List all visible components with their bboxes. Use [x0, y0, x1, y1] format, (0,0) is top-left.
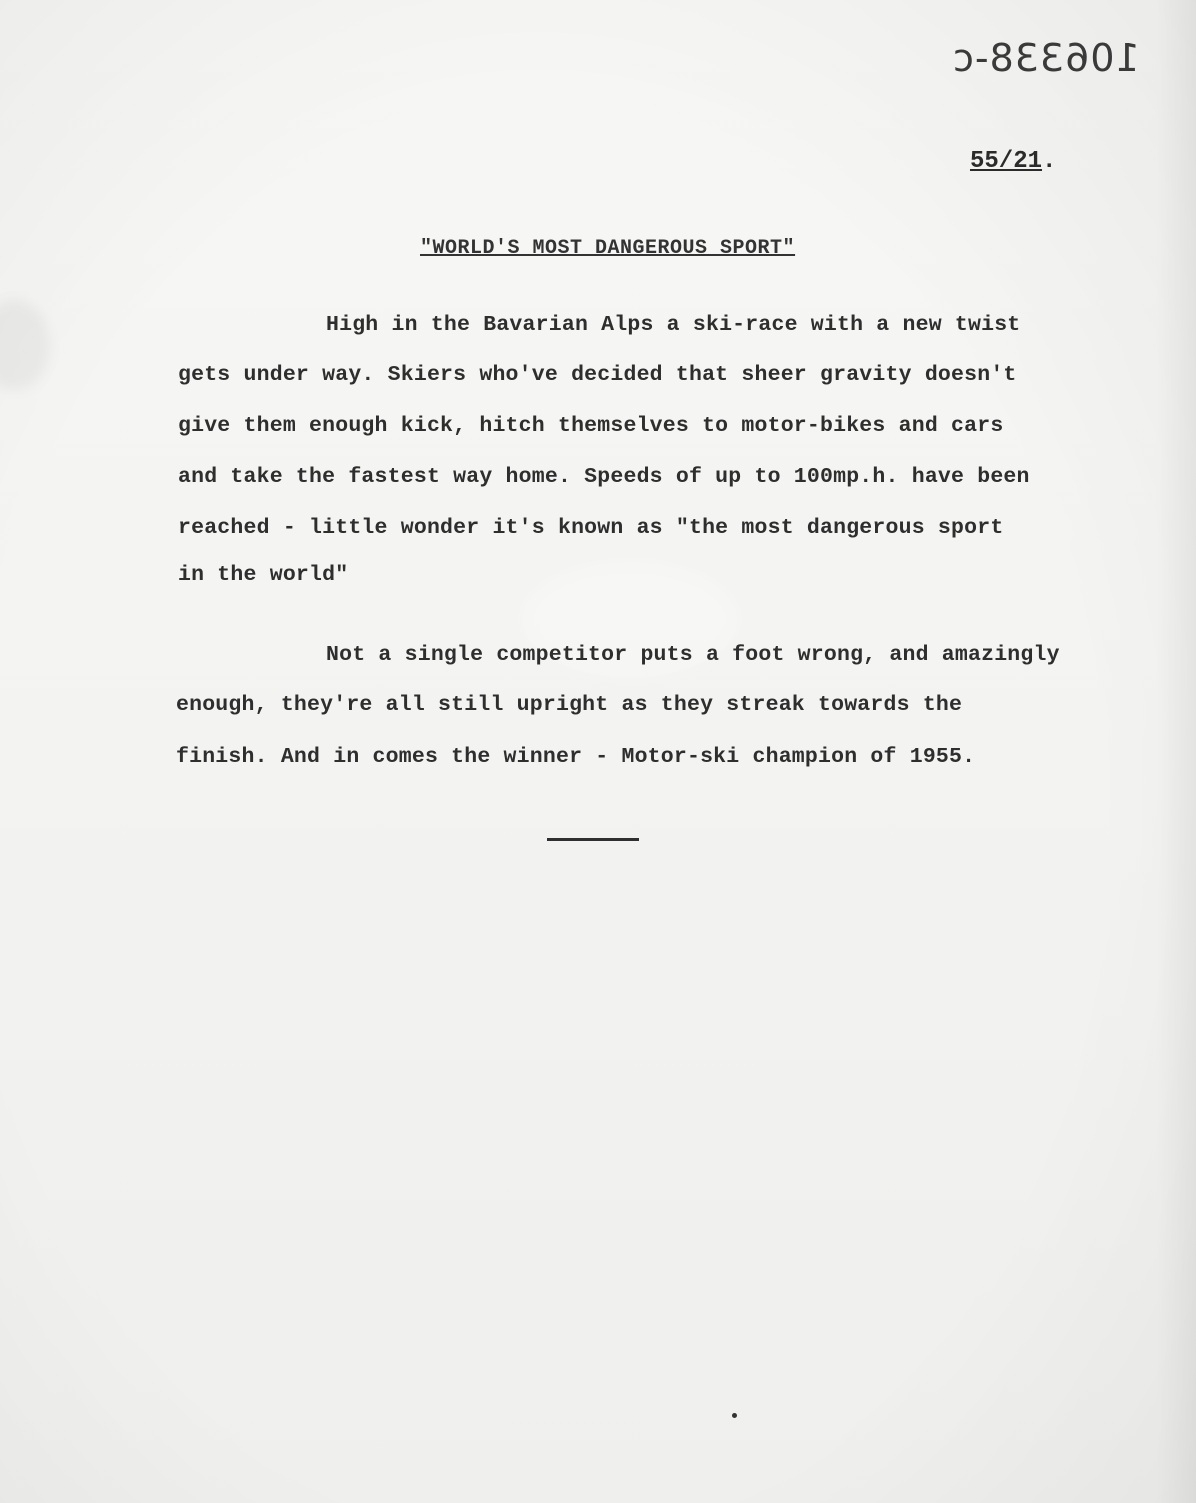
paragraph-1-line: in the world" [178, 563, 349, 587]
paragraph-2-line: enough, they're all still upright as they streak towards the [176, 693, 963, 717]
reference-number [970, 148, 1056, 175]
paragraph-1-line: reached - little wonder it's known as "the most dangerous sport [178, 516, 1004, 540]
paper-smudge [0, 300, 50, 390]
reference-number-text: 55/21 [970, 148, 1043, 175]
paragraph-2-line: finish. And in comes the winner - Motor-ski champion of 1955. [176, 745, 976, 769]
end-rule [547, 838, 639, 841]
reference-number-period: . [1042, 148, 1057, 175]
ink-dot [732, 1413, 737, 1418]
paragraph-2-line: Not a single competitor puts a foot wrong, and amazingly [326, 643, 1060, 667]
paragraph-1-line: High in the Bavarian Alps a ski-race with a new twist [326, 313, 1021, 337]
paragraph-1-line: give them enough kick, hitch themselves to motor-bikes and cars [178, 414, 1004, 438]
document-title: "WORLD'S MOST DANGEROUS SPORT" [420, 237, 796, 260]
paragraph-1-line: gets under way. Skiers who've decided that sheer gravity doesn't [178, 363, 1017, 387]
handwritten-archive-number: 106338-c [952, 36, 1140, 80]
paragraph-1-line: and take the fastest way home. Speeds of up to 100mp.h. have been [178, 465, 1030, 489]
page-edge-shadow [1156, 0, 1196, 1503]
